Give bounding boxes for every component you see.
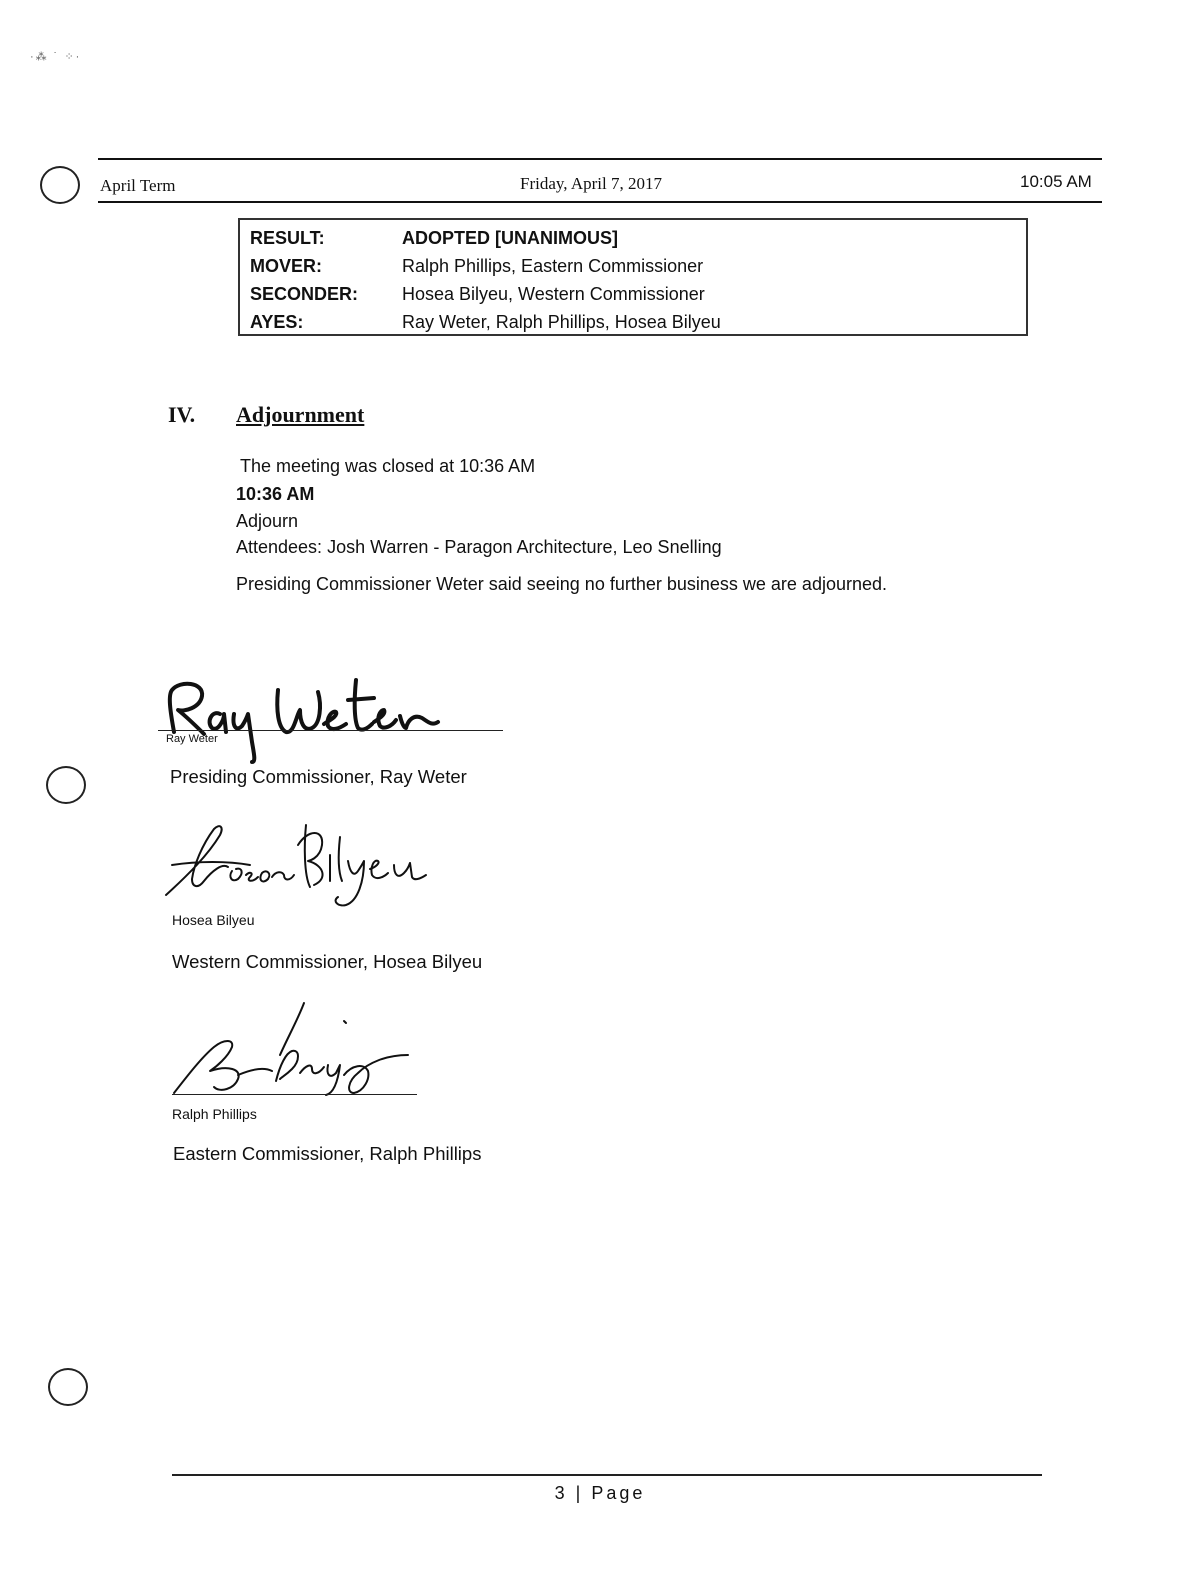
signer-name: Hosea Bilyeu (172, 912, 255, 928)
section-number: IV. (168, 402, 196, 427)
header-time: 10:05 AM (1020, 172, 1092, 191)
adjourn-line: Adjourn (236, 511, 299, 531)
signer-name: Ray Weter (166, 733, 218, 745)
signer-title: Presiding Commissioner, Ray Weter (170, 766, 467, 787)
header-date: Friday, April 7, 2017 (520, 174, 662, 193)
time-line: 10:36 AM (236, 484, 315, 504)
signer-name: Ralph Phillips (172, 1106, 257, 1122)
signature-line (172, 1094, 417, 1095)
result-value: ADOPTED [UNANIMOUS] (402, 228, 618, 248)
punch-hole-icon (48, 1368, 88, 1406)
signer-title: Western Commissioner, Hosea Bilyeu (172, 951, 483, 972)
mover-label: MOVER: (250, 256, 322, 276)
header-bottom-rule (98, 201, 1102, 203)
mover-value: Ralph Phillips, Eastern Commissioner (402, 256, 704, 276)
closed-line: The meeting was closed at 10:36 AM (240, 456, 536, 476)
ayes-label: AYES: (250, 312, 304, 332)
footer-rule (172, 1474, 1042, 1476)
page-number: 3 | Page (554, 1483, 646, 1503)
ralph-phillips-signature (168, 995, 428, 1105)
ayes-value: Ray Weter, Ralph Phillips, Hosea Bilyeu (402, 312, 721, 332)
seconder-label: SECONDER: (250, 284, 359, 304)
attendees-line: Attendees: Josh Warren - Paragon Architecture, Leo Snelling (236, 537, 722, 557)
result-label: RESULT: (250, 228, 325, 248)
signature-line (158, 730, 503, 731)
header-top-rule (98, 158, 1102, 160)
section-title: Adjournment (236, 402, 365, 427)
scan-artifact: ·⁂ ˙ ⁘· (30, 51, 82, 63)
signer-title: Eastern Commissioner, Ralph Phillips (173, 1143, 482, 1164)
punch-hole-icon (46, 766, 86, 804)
motion-result-box (238, 218, 1028, 336)
seconder-value: Hosea Bilyeu, Western Commissioner (402, 284, 705, 304)
header-term: April Term (100, 176, 176, 195)
ray-weter-signature (160, 670, 500, 770)
adjourned-statement: Presiding Commissioner Weter said seeing no further business we are adjourned. (236, 574, 887, 594)
punch-hole-icon (40, 166, 80, 204)
hosea-bilyeu-signature (158, 815, 458, 915)
